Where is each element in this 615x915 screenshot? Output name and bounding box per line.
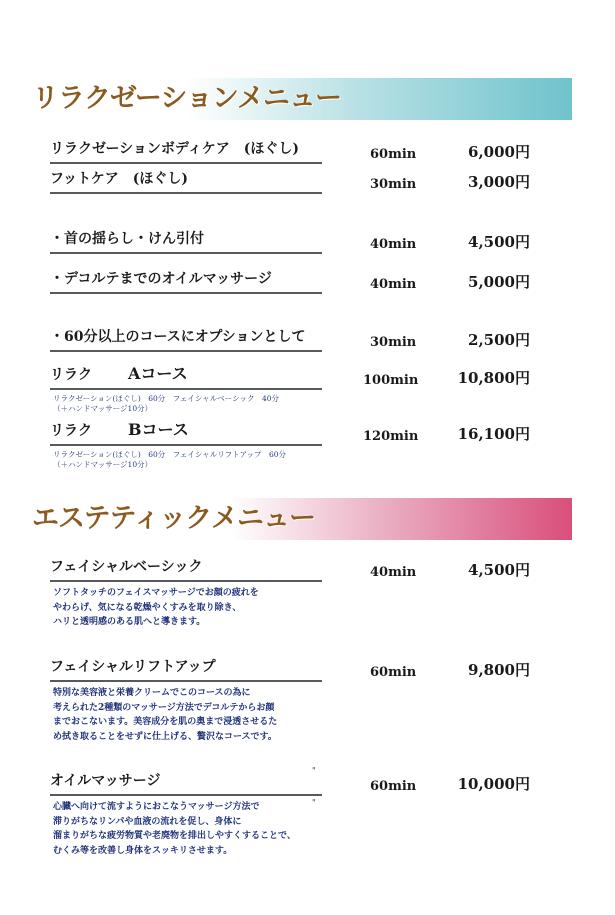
- menu-item-name: フェイシャルリフトアップ: [50, 659, 216, 675]
- menu-item-price: 4,500円: [468, 233, 530, 251]
- divider: [50, 192, 322, 194]
- course-b-name: [50, 417, 189, 440]
- menu-row-oil-massage: [50, 770, 550, 796]
- desc-line: 溜まりがちな疲労物質や老廃物を排出しやすくすることで、: [53, 831, 296, 841]
- desc-line: やわらげ、気になる乾燥やくすみを取り除き、: [53, 602, 242, 613]
- menu-item-duration: 60min: [370, 147, 417, 162]
- menu-item-price: 5,000円: [468, 273, 530, 291]
- course-b-letter: Bコース: [128, 420, 189, 439]
- divider: [50, 292, 322, 294]
- menu-item-price: 9,800円: [468, 661, 530, 679]
- oil-massage-desc: [53, 800, 296, 858]
- menu-row-foot: [50, 168, 550, 194]
- menu-item-duration: 30min: [370, 335, 417, 350]
- menu-item-price: 10,800円: [457, 369, 530, 387]
- menu-item-name: ・デコルテまでのオイルマッサージ: [50, 271, 272, 287]
- menu-item-duration: 60min: [370, 665, 417, 680]
- menu-item-duration: 100min: [363, 373, 419, 388]
- desc-line: 特別な美容液と栄養クリームでこのコースの為に: [53, 688, 251, 698]
- divider: [50, 388, 322, 390]
- course-b-note-line2: （＋ハンドマッサージ10分）: [53, 460, 153, 469]
- menu-item-price: 4,500円: [468, 561, 530, 579]
- menu-row-facial-basic: [50, 556, 550, 582]
- menu-row-decollete: [50, 268, 550, 294]
- menu-item-price: 16,100円: [457, 425, 530, 443]
- course-b-note-line1: リラクゼーション(ほぐし) 60分 フェイシャルリフトアップ 60分: [53, 450, 287, 459]
- dot-mark: ": [312, 798, 316, 807]
- menu-item-name: オイルマッサージ: [50, 773, 161, 789]
- menu-item-price: 6,000円: [468, 143, 530, 161]
- menu-item-duration: 30min: [370, 177, 417, 192]
- menu-row-facial-liftup: [50, 656, 550, 682]
- divider: [50, 794, 322, 796]
- menu-item-duration: 40min: [370, 237, 417, 252]
- menu-row-course-a: [50, 364, 550, 390]
- divider: [50, 350, 322, 352]
- course-a-name: [50, 361, 188, 384]
- desc-line: め拭き取ることをせずに仕上げる、贅沢なコースです。: [53, 731, 277, 742]
- esthe-section-title: エステティックメニュー: [32, 503, 316, 534]
- esthe-section-header: [22, 498, 572, 540]
- facial-liftup-desc: [53, 686, 277, 744]
- desc-line: 滞りがちなリンパや血液の流れを促し、身体に: [53, 816, 242, 827]
- menu-row-course-b: [50, 420, 550, 446]
- desc-line: 心臓へ向けて流すようにおこなうマッサージ方法で: [53, 802, 260, 812]
- divider: [50, 680, 322, 682]
- menu-item-name: フェイシャルベーシック: [50, 559, 203, 575]
- menu-row-neck: [50, 228, 550, 254]
- divider: [50, 162, 322, 164]
- menu-item-duration: 60min: [370, 779, 417, 794]
- facial-basic-desc: [53, 586, 259, 630]
- menu-item-duration: 40min: [370, 277, 417, 292]
- desc-line: ソフトタッチのフェイスマッサージでお顔の疲れを: [53, 588, 259, 598]
- menu-item-name: リラクゼーションボディケア (ほぐし): [50, 141, 300, 157]
- relax-section-title: リラクゼーションメニュー: [32, 83, 342, 114]
- divider: [50, 580, 322, 582]
- menu-row-relax-body: [50, 138, 550, 164]
- course-a-prefix: リラク: [50, 367, 92, 383]
- menu-item-name: ・首の揺らし・けん引付: [50, 231, 204, 247]
- dot-mark: ": [312, 766, 316, 775]
- menu-item-name: ・60分以上のコースにオプションとして: [50, 329, 306, 345]
- desc-line: むくみ等を改善し身体をスッキリさせます。: [53, 845, 233, 856]
- course-a-note-line2: （＋ハンドマッサージ10分）: [53, 404, 153, 413]
- course-a-letter: Aコース: [128, 364, 188, 383]
- relax-section-header: [22, 78, 572, 120]
- course-a-note-line1: リラクゼーション(ほぐし) 60分 フェイシャルベーシック 40分: [53, 394, 280, 403]
- desc-line: 考えられた2種類のマッサージ方法でデコルテからお顔: [53, 702, 275, 713]
- desc-line: までおこないます。美容成分を肌の奥まで浸透させるた: [53, 717, 278, 727]
- menu-item-price: 10,000円: [457, 775, 530, 793]
- menu-item-price: 3,000円: [468, 173, 530, 191]
- menu-item-duration: 40min: [370, 565, 417, 580]
- divider: [50, 444, 322, 446]
- menu-row-option: [50, 326, 550, 352]
- menu-item-price: 2,500円: [468, 331, 530, 349]
- menu-item-name: フットケア (ほぐし): [50, 171, 188, 187]
- desc-line: ハリと透明感のある肌へと導きます。: [53, 617, 206, 627]
- menu-item-duration: 120min: [363, 429, 419, 444]
- course-b-prefix: リラク: [50, 423, 92, 439]
- divider: [50, 252, 322, 254]
